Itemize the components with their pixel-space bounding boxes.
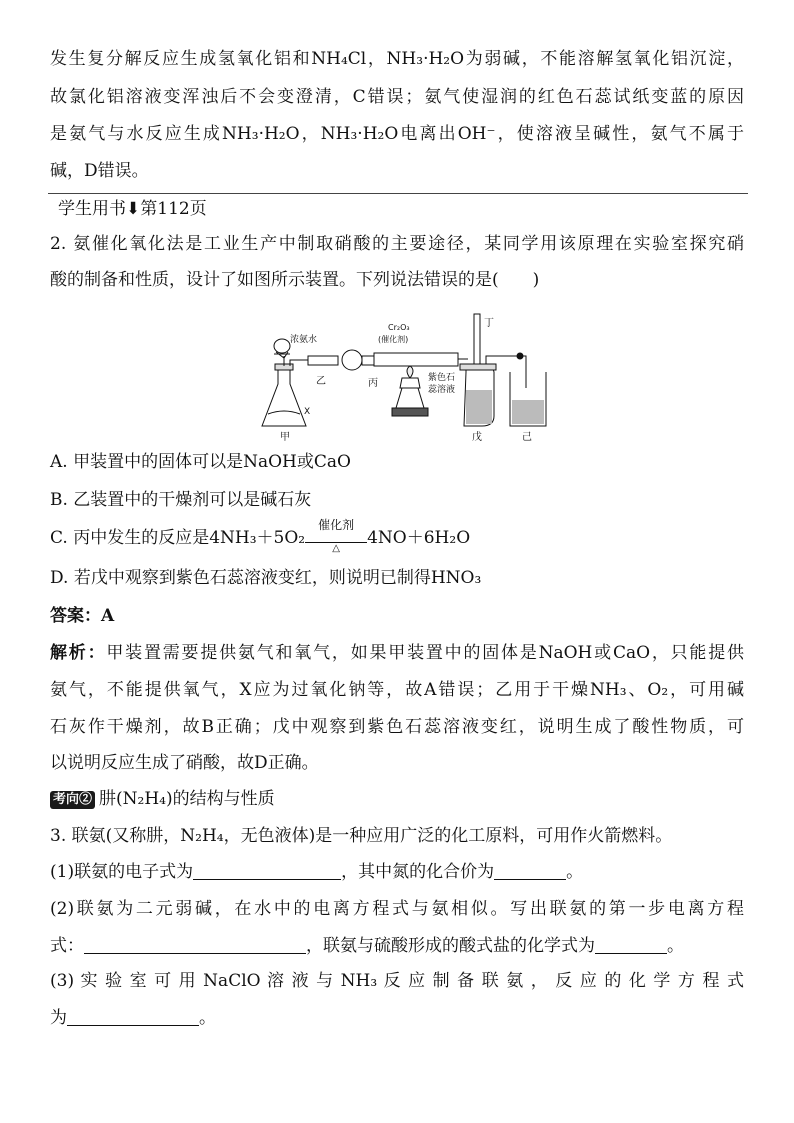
- q2-answer: [50, 605, 114, 627]
- label-litmus-1: 紫色石: [428, 373, 456, 383]
- explanation-line-2: 故氯化铝溶液变浑浊后不会变澄清，C错误；氨气使湿润的红色石蕊试纸变蓝的原因: [50, 87, 744, 107]
- analysis-label: 解析：: [50, 643, 107, 663]
- page-label: 第112页: [140, 199, 207, 219]
- explanation-line-3: 是氨气与水反应生成NH₃·H₂O，NH₃·H₂O电离出OH⁻，使溶液呈碱性，氨气不属于: [50, 124, 744, 144]
- q3-p1-text-b: ，其中氮的化合价为: [341, 862, 495, 882]
- flask-jia: [262, 368, 306, 426]
- q3-p2-text-a: 式：: [50, 936, 84, 956]
- label-yi: 乙: [316, 376, 326, 387]
- drying-tube-yi: [308, 356, 338, 365]
- topic-title: 肼(N₂H₄)的结构与性质: [99, 789, 275, 809]
- down-arrow-icon: ⬇: [126, 199, 141, 219]
- q2-option-a[interactable]: A. 甲装置中的固体可以是NaOH或CaO: [50, 452, 351, 472]
- answer-label: 答案：: [50, 606, 101, 626]
- q3-p2-text-c: 。: [667, 936, 684, 956]
- ionization-equation-blank[interactable]: [84, 935, 306, 954]
- q2-option-d[interactable]: D. 若戊中观察到紫色石蕊溶液变红，则说明已制得HNO₃: [50, 568, 482, 588]
- topic-tag: 考向②: [50, 791, 95, 809]
- q3-p2-text-b: ，联氨与硫酸形成的酸式盐的化学式为: [306, 936, 595, 956]
- label-bing: 丙: [368, 378, 378, 389]
- q3-p1-text-c: 。: [566, 862, 584, 882]
- q2-stem-line-2: 酸的制备和性质，设计了如图所示装置。下列说法错误的是( ): [50, 270, 540, 290]
- label-jia: 甲: [280, 432, 290, 443]
- burner: [400, 378, 420, 388]
- condition-heat: △: [332, 543, 340, 554]
- q2-stem-line-1: 2. 氨催化氧化法是工业生产中制取硝酸的主要途径，某同学用该原理在实验室探究硝: [50, 234, 744, 254]
- q3-part-2-line-1: (2)联氨为二元弱碱，在水中的电离方程式与氨相似。写出联氨的第一步电离方程: [50, 899, 744, 919]
- q3-part-1: [50, 861, 583, 883]
- label-x: X: [304, 407, 311, 417]
- label-catalyst-formula: Cr₂O₃: [388, 323, 410, 332]
- label-catalyst-note: (催化剂): [378, 335, 409, 344]
- dropping-funnel: [274, 339, 290, 353]
- q3-part-3-line-2: [50, 1007, 216, 1029]
- label-ji: 己: [522, 432, 532, 443]
- q2-analysis-line-4: 以说明反应生成了硝酸，故D正确。: [50, 753, 319, 773]
- chemical-equation-blank[interactable]: [67, 1007, 199, 1026]
- label-ding: 丁: [484, 318, 494, 329]
- q3-stem: 3. 联氨(又称肼，N₂H₄，无色液体)是一种应用广泛的化工原料，可用作火箭燃料。: [50, 826, 673, 846]
- q2-analysis-line-2: 氨气，不能提供氧气，X应为过氧化钠等，故A错误；乙用于干燥NH₃、O₂，可用碱: [50, 680, 744, 700]
- label-conc-ammonia: 浓氨水: [290, 335, 318, 345]
- q2-option-c[interactable]: [50, 518, 471, 554]
- electron-formula-blank[interactable]: [193, 861, 341, 880]
- q3-part-3-line-1: (3) 实 验 室 可 用 NaClO 溶 液 与 NH₃ 反 应 制 备 联 氨 ， 反 应 的 化 学 方 程 式: [50, 971, 744, 991]
- topic-2-heading: [50, 788, 275, 810]
- book-label: 学生用书: [58, 199, 126, 219]
- q2-option-b[interactable]: B. 乙装置中的干燥剂可以是碱石灰: [50, 490, 312, 510]
- q2-analysis-line-3: 石灰作干燥剂，故B正确；戊中观察到紫色石蕊溶液变红，说明生成了酸性物质，可: [50, 717, 744, 737]
- q3-p1-text-a: (1)联氨的电子式为: [50, 862, 194, 882]
- analysis-text-1: 甲装置需要提供氨气和氧气，如果甲装置中的固体是NaOH或CaO，只能提供: [106, 643, 745, 663]
- explanation-line-1: 发生复分解反应生成氢氧化铝和NH₄Cl，NH₃·H₂O为弱碱，不能溶解氢氧化铝沉淀，: [50, 49, 744, 69]
- label-wu: 戊: [472, 432, 482, 443]
- option-c-reactants: C. 丙中发生的反应是4NH₃＋5O₂: [50, 528, 306, 548]
- oxidation-state-blank[interactable]: [494, 861, 566, 880]
- reaction-tube-bing: [374, 353, 458, 366]
- q3-part-2-line-2: [50, 935, 684, 957]
- condition-catalyst: 催化剂: [318, 518, 355, 532]
- q3-p3-text-a: 为: [50, 1008, 67, 1028]
- section-divider: [48, 193, 748, 194]
- option-c-products: 4NO＋6H₂O: [367, 528, 471, 548]
- q2-analysis-line-1: [50, 642, 744, 664]
- student-book-reference: [58, 198, 207, 220]
- label-litmus-2: 蕊溶液: [428, 385, 456, 395]
- explanation-line-4: 碱，D错误。: [50, 161, 149, 181]
- acid-salt-formula-blank[interactable]: [595, 935, 667, 954]
- apparatus-figure: [260, 308, 550, 448]
- drying-bulb: [342, 350, 362, 370]
- answer-value: A: [101, 606, 115, 626]
- reaction-condition: [305, 518, 367, 554]
- tube-ding: [474, 314, 480, 364]
- q3-p3-text-b: 。: [199, 1008, 216, 1028]
